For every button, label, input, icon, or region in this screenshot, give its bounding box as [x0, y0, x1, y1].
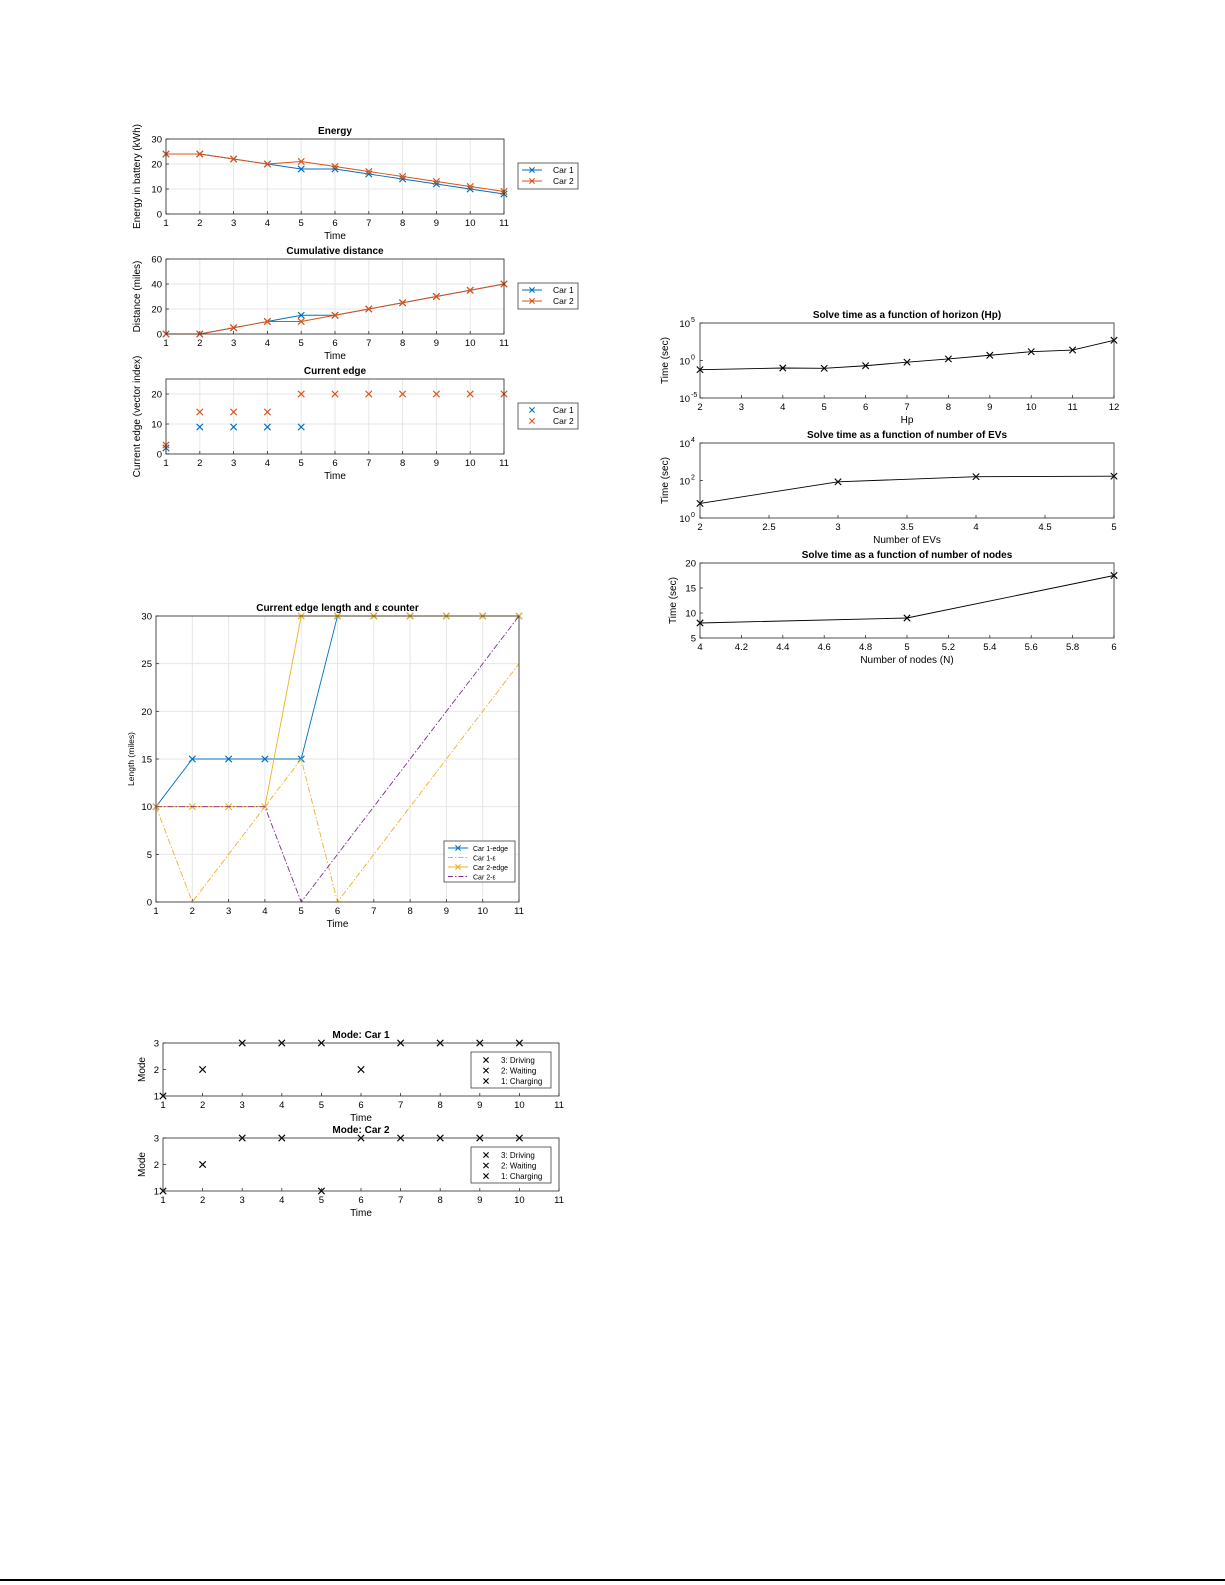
x-tick-label: 6: [332, 218, 338, 229]
y-axis-label: Time (sec): [660, 337, 671, 384]
chart-edge: [132, 356, 578, 482]
x-tick-label: 9: [433, 338, 440, 349]
x-tick-label: 4: [262, 906, 268, 917]
x-tick-label: 5.4: [983, 642, 997, 653]
y-tick-label: 10: [679, 476, 690, 488]
y-tick-label: 20: [141, 706, 152, 718]
x-tick-label: 4: [279, 1100, 285, 1111]
x-tick-label: 7: [397, 1100, 404, 1111]
x-tick-label: 5.6: [1024, 642, 1038, 653]
x-tick-label: 9: [433, 458, 440, 469]
x-axis-label: Time: [326, 919, 349, 930]
y-tick-label: 0: [156, 449, 162, 461]
chart-edgelen: [126, 603, 524, 930]
y-axis-label: Time (sec): [668, 577, 679, 624]
x-tick-label: 3: [225, 906, 232, 917]
x-tick-label: 2: [189, 906, 195, 917]
x-tick-label: 6: [332, 338, 338, 349]
x-axis-label: Time: [324, 351, 346, 362]
x-tick-label: 1: [153, 906, 159, 917]
x-axis-label: Time: [324, 231, 346, 242]
legend-label: 2: Waiting: [501, 1161, 537, 1171]
x-tick-label: 5: [904, 642, 910, 653]
y-tick-exponent: 4: [691, 437, 695, 444]
x-tick-label: 5: [298, 906, 304, 917]
legend-label: Car 1-edge: [473, 846, 509, 853]
y-tick-exponent: 2: [691, 474, 695, 482]
x-tick-label: 9: [477, 1100, 483, 1111]
y-tick-label: 0: [156, 329, 162, 341]
x-tick-label: 3: [230, 338, 237, 349]
x-axis-label: Time: [350, 1113, 372, 1124]
y-tick-label: 25: [141, 659, 152, 671]
x-tick-label: 6: [332, 458, 338, 469]
y-axis-label: Energy in battery (kWh): [132, 123, 143, 230]
chart-title: Solve time as a function of horizon (Hp): [812, 310, 1002, 321]
y-tick-label: 40: [151, 279, 162, 291]
x-tick-label: 1: [163, 218, 169, 229]
x-tick-label: 4.8: [858, 642, 873, 653]
x-tick-label: 5.2: [941, 642, 956, 653]
x-axis-label: Time: [350, 1208, 372, 1219]
y-tick-label: 5: [146, 849, 152, 861]
x-tick-label: 7: [366, 458, 372, 469]
x-tick-label: 5: [318, 1195, 325, 1206]
x-axis-label: Hp: [900, 415, 914, 426]
y-tick-label: 10: [679, 439, 690, 450]
x-tick-label: 10: [477, 906, 488, 917]
x-tick-label: 3: [239, 1100, 245, 1111]
x-tick-label: 8: [407, 906, 413, 917]
page-bottom-rule: [0, 1579, 1225, 1581]
x-tick-label: 11: [1067, 402, 1078, 413]
x-tick-label: 1: [160, 1195, 166, 1206]
x-tick-label: 3: [239, 1195, 245, 1206]
legend-label: Car 2-ε: [473, 874, 496, 882]
chart-mode2: [137, 1125, 564, 1219]
y-tick-label: 1: [153, 1091, 159, 1103]
x-tick-label: 5: [318, 1100, 325, 1111]
x-tick-label: 5.8: [1065, 642, 1080, 653]
x-tick-label: 7: [397, 1195, 404, 1206]
y-tick-label: 15: [685, 583, 696, 595]
chart-distance: [132, 246, 578, 362]
y-axis-label: Distance (miles): [132, 260, 143, 333]
x-tick-label: 6: [358, 1195, 364, 1206]
x-tick-label: 7: [904, 402, 910, 413]
x-tick-label: 3: [738, 402, 745, 413]
y-axis-label: Current edge (vector index): [132, 355, 143, 478]
x-tick-label: 11: [554, 1100, 564, 1111]
chart-solve_ev: [660, 430, 1117, 546]
x-tick-label: 3: [230, 458, 237, 469]
x-tick-label: 1: [163, 458, 169, 469]
x-tick-label: 2: [197, 338, 203, 349]
chart-title: Solve time as a function of number of EVs: [806, 430, 1008, 441]
chart-title: Cumulative distance: [286, 246, 384, 257]
chart-title: Current edge: [303, 366, 367, 377]
x-tick-label: 6: [334, 906, 341, 917]
y-tick-label: 20: [685, 558, 696, 570]
x-tick-label: 8: [399, 338, 406, 349]
y-tick-label: 0: [146, 897, 152, 909]
x-tick-label: 3.5: [900, 522, 914, 533]
x-tick-label: 4: [780, 402, 786, 413]
legend-label: Car 1: [553, 285, 574, 295]
x-tick-label: 6: [358, 1100, 364, 1111]
x-tick-label: 10: [464, 458, 476, 469]
x-tick-label: 7: [366, 218, 372, 229]
x-tick-label: 10: [464, 338, 476, 349]
x-tick-label: 9: [477, 1195, 483, 1206]
y-tick-label: 20: [151, 389, 162, 401]
chart-energy: [132, 124, 578, 242]
y-tick-label: 5: [690, 633, 696, 645]
x-tick-label: 4: [264, 338, 271, 349]
x-tick-label: 2: [197, 458, 203, 469]
x-tick-label: 8: [399, 458, 406, 469]
x-tick-label: 4: [264, 218, 271, 229]
x-tick-label: 2.5: [762, 522, 776, 533]
y-tick-label: 10: [685, 608, 696, 620]
x-tick-label: 5: [298, 338, 304, 349]
x-tick-label: 9: [433, 218, 440, 229]
legend-label: 1: Charging: [501, 1172, 543, 1181]
x-tick-label: 11: [554, 1195, 564, 1206]
x-tick-label: 5: [821, 402, 827, 413]
x-tick-label: 11: [499, 458, 509, 469]
chart-title: Mode: Car 2: [332, 1125, 390, 1136]
x-tick-label: 4: [973, 522, 979, 533]
y-tick-label: 0: [156, 209, 162, 221]
x-tick-label: 11: [514, 906, 524, 917]
y-tick-label: 10: [679, 356, 690, 368]
y-tick-label: 60: [151, 254, 162, 266]
legend-label: Car 2: [553, 176, 574, 186]
y-tick-exponent: 0: [691, 512, 695, 519]
y-tick-label: 3: [153, 1133, 159, 1145]
y-tick-label: 20: [151, 304, 162, 316]
y-axis-label: Time (sec): [660, 457, 671, 504]
x-tick-label: 3: [230, 218, 237, 229]
y-tick-label: 15: [141, 754, 152, 766]
x-tick-label: 8: [399, 218, 406, 229]
x-tick-label: 4: [264, 458, 271, 469]
y-axis-label: Mode: [137, 1056, 148, 1083]
x-tick-label: 4: [697, 642, 703, 653]
y-axis-label: Length (miles): [126, 732, 136, 786]
x-tick-label: 1: [163, 338, 169, 349]
x-tick-label: 8: [437, 1100, 443, 1111]
x-axis-label: Time: [324, 471, 346, 482]
y-tick-label: 3: [153, 1038, 159, 1050]
legend-label: Car 1: [553, 405, 574, 415]
legend-label: 3: Driving: [501, 1056, 535, 1065]
x-tick-label: 4: [279, 1195, 285, 1206]
y-tick-label: 10: [679, 319, 690, 330]
x-tick-label: 4.4: [776, 642, 790, 653]
x-tick-label: 4.5: [1038, 522, 1052, 533]
x-tick-label: 12: [1108, 402, 1120, 413]
y-tick-label: 10: [151, 184, 162, 196]
legend-label: 3: Driving: [501, 1151, 535, 1160]
legend-label: Car 1-ε: [473, 855, 496, 863]
x-tick-label: 2: [697, 402, 703, 413]
y-tick-label: 30: [151, 134, 162, 146]
y-tick-label: 2: [153, 1160, 159, 1171]
x-tick-label: 10: [464, 218, 476, 229]
chart-mode1: [137, 1030, 564, 1124]
chart-title: Energy: [318, 126, 352, 137]
x-tick-label: 3: [835, 522, 841, 533]
chart-solve_nodes: [668, 550, 1117, 666]
x-tick-label: 4.2: [734, 642, 749, 653]
y-tick-exponent: -5: [691, 392, 698, 399]
y-tick-label: 10: [679, 514, 690, 525]
chart-solve_hp: [660, 310, 1119, 426]
x-tick-label: 11: [499, 218, 509, 229]
x-tick-label: 4.6: [817, 642, 831, 653]
x-axis-label: Number of nodes (N): [860, 655, 954, 666]
x-tick-label: 8: [945, 402, 952, 413]
x-tick-label: 5: [298, 218, 304, 229]
chart-title: Solve time as a function of number of nodes: [801, 550, 1013, 561]
x-tick-label: 2: [199, 1195, 206, 1206]
x-tick-label: 9: [443, 906, 450, 917]
legend-label: 2: Waiting: [501, 1066, 537, 1076]
plot-area: [700, 443, 1114, 518]
x-tick-label: 7: [366, 338, 372, 349]
y-tick-label: 2: [153, 1065, 159, 1076]
chart-title: Mode: Car 1: [332, 1030, 390, 1041]
y-tick-label: 20: [151, 159, 162, 171]
x-tick-label: 10: [1025, 402, 1037, 413]
x-tick-label: 2: [199, 1100, 206, 1111]
x-tick-label: 7: [371, 906, 377, 917]
x-tick-label: 11: [499, 338, 509, 349]
x-tick-label: 2: [197, 218, 203, 229]
x-tick-label: 6: [1111, 642, 1117, 653]
y-tick-label: 30: [141, 611, 152, 623]
legend-label: Car 1: [553, 165, 574, 175]
legend-label: Car 2: [553, 416, 574, 426]
legend-label: 1: Charging: [501, 1077, 543, 1086]
x-tick-label: 8: [437, 1195, 443, 1206]
x-tick-label: 10: [514, 1195, 525, 1206]
x-tick-label: 5: [1111, 522, 1117, 533]
x-tick-label: 2: [697, 522, 703, 533]
y-tick-exponent: 0: [691, 354, 695, 362]
legend-label: Car 2-edge: [473, 865, 509, 872]
x-tick-label: 6: [862, 402, 869, 413]
y-tick-label: 1: [153, 1186, 159, 1198]
x-tick-label: 9: [987, 402, 993, 413]
legend-label: Car 2: [553, 296, 574, 306]
y-axis-label: Mode: [137, 1151, 148, 1178]
x-tick-label: 1: [160, 1100, 166, 1111]
chart-title: Current edge length and ε counter: [256, 603, 419, 614]
y-tick-exponent: 5: [691, 317, 695, 324]
x-tick-label: 5: [298, 458, 304, 469]
plot-area: [700, 323, 1114, 398]
y-tick-label: 10: [141, 802, 152, 814]
y-tick-label: 10: [151, 419, 162, 431]
y-tick-label: 10: [679, 394, 690, 405]
plot-area: [700, 563, 1114, 638]
x-tick-label: 10: [514, 1100, 525, 1111]
x-axis-label: Number of EVs: [873, 535, 941, 546]
